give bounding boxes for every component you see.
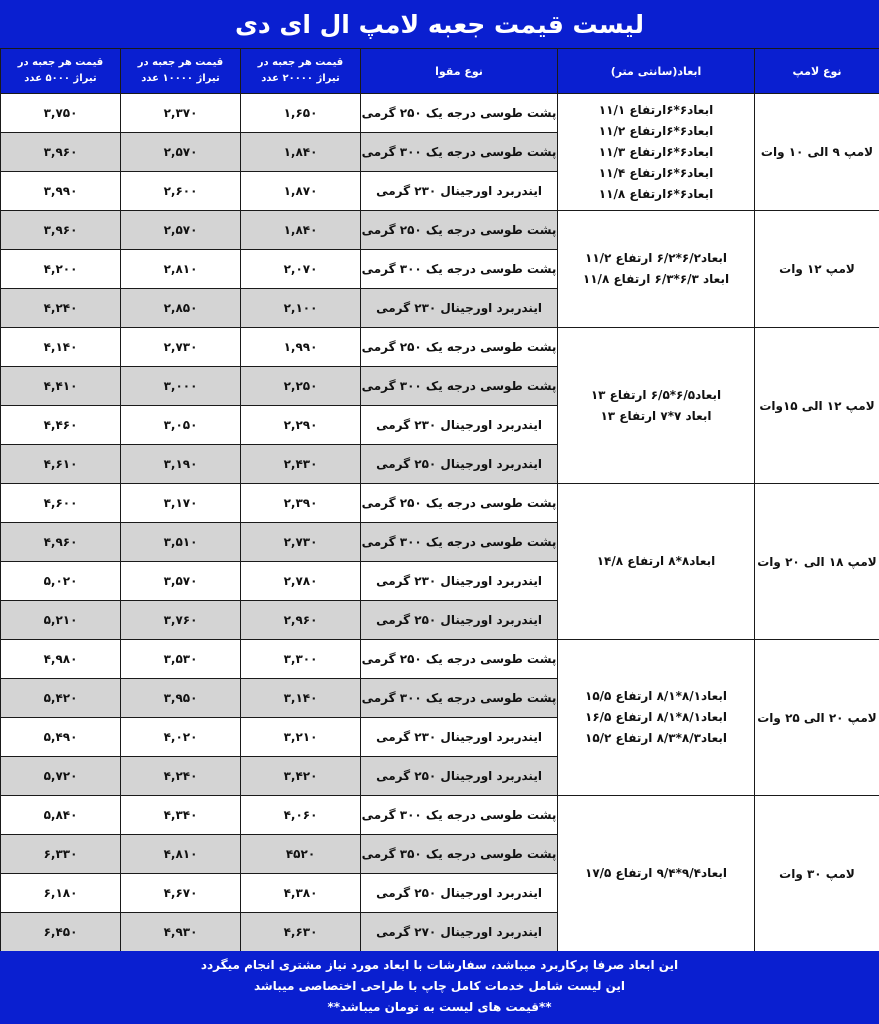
price-10000-cell: ۲,۵۷۰ (121, 211, 241, 250)
price-10000-cell: ۴,۶۷۰ (121, 874, 241, 913)
header-price-20000-line2: تیراژ ۲۰۰۰۰ عدد (261, 73, 340, 84)
header-price-10000-line1: قیمت هر جعبه در (137, 57, 224, 68)
footer-notes (0, 951, 879, 1024)
price-20000-cell: ۲,۲۹۰ (241, 406, 361, 445)
price-10000-cell: ۳,۱۹۰ (121, 445, 241, 484)
material-cell: پشت طوسی درجه یک ۳۰۰ گرمی (361, 133, 558, 172)
material-cell: پشت طوسی درجه یک ۲۵۰ گرمی (361, 484, 558, 523)
dimensions-cell (558, 94, 755, 211)
price-5000-cell: ۳,۷۵۰ (1, 94, 121, 133)
header-material: نوع مقوا (361, 49, 558, 94)
price-10000-cell: ۳,۵۱۰ (121, 523, 241, 562)
header-price-20000 (241, 49, 361, 94)
price-5000-cell: ۵,۴۲۰ (1, 679, 121, 718)
price-10000-cell: ۲,۶۰۰ (121, 172, 241, 211)
price-20000-cell: ۲,۳۹۰ (241, 484, 361, 523)
price-5000-cell: ۳,۹۶۰ (1, 133, 121, 172)
dimension-line: ابعاد۶*۶ارتفاع ۱۱/۴ (598, 165, 714, 180)
price-5000-cell: ۵,۴۹۰ (1, 718, 121, 757)
price-20000-cell: ۲,۲۵۰ (241, 367, 361, 406)
price-20000-cell: ۲,۰۷۰ (241, 250, 361, 289)
price-10000-cell: ۲,۷۳۰ (121, 328, 241, 367)
lamp-type-cell: لامپ ۱۸ الی ۲۰ وات (755, 484, 879, 640)
material-cell: ایندربرد اورجینال ۲۳۰ گرمی (361, 718, 558, 757)
material-cell: ایندربرد اورجینال ۲۵۰ گرمی (361, 601, 558, 640)
price-10000-cell: ۲,۸۱۰ (121, 250, 241, 289)
footer-note-1: این ابعاد صرفا پرکاربرد میباشد، سفارشات با ابعاد مورد نیاز مشتری انجام میگردد (200, 958, 679, 972)
price-10000-cell: ۳,۹۵۰ (121, 679, 241, 718)
price-5000-cell: ۴,۲۴۰ (1, 289, 121, 328)
material-cell: پشت طوسی درجه یک ۳۰۰ گرمی (361, 250, 558, 289)
price-5000-cell: ۴,۴۶۰ (1, 406, 121, 445)
material-cell: پشت طوسی درجه یک ۲۵۰ گرمی (361, 328, 558, 367)
material-cell: پشت طوسی درجه یک ۳۰۰ گرمی (361, 367, 558, 406)
dimension-line: ابعاد۸*۸ ارتفاع ۱۴/۸ (596, 554, 716, 568)
price-20000-cell: ۳,۱۴۰ (241, 679, 361, 718)
price-5000-cell: ۵,۸۴۰ (1, 796, 121, 835)
dimensions-cell (558, 328, 755, 484)
material-cell: پشت طوسی درجه یک ۲۵۰ گرمی (361, 640, 558, 679)
price-5000-cell: ۴,۹۸۰ (1, 640, 121, 679)
price-20000-cell: ۴۵۲۰ (241, 835, 361, 874)
price-10000-cell: ۴,۳۴۰ (121, 796, 241, 835)
dimension-line: ابعاد ۷*۷ ارتفاع ۱۳ (600, 408, 712, 423)
header-price-10000-line2: تیراژ ۱۰۰۰۰ عدد (141, 73, 220, 84)
dimension-line: ابعاد۸/۱*۸/۱ ارتفاع ۱۵/۵ (585, 689, 727, 703)
price-5000-cell: ۵,۷۲۰ (1, 757, 121, 796)
price-5000-cell: ۳,۹۶۰ (1, 211, 121, 250)
price-10000-cell: ۴,۲۴۰ (121, 757, 241, 796)
price-10000-cell: ۳,۰۰۰ (121, 367, 241, 406)
price-5000-cell: ۶,۳۳۰ (1, 835, 121, 874)
price-20000-cell: ۲,۹۶۰ (241, 601, 361, 640)
material-cell: ایندربرد اورجینال ۲۳۰ گرمی (361, 406, 558, 445)
material-cell: پشت طوسی درجه یک ۳۰۰ گرمی (361, 523, 558, 562)
table-row (1, 94, 879, 133)
header-price-5000-line2: تیراژ ۵۰۰۰ عدد (24, 73, 97, 84)
price-5000-cell: ۵,۰۲۰ (1, 562, 121, 601)
header-price-20000-line1: قیمت هر جعبه در (257, 57, 344, 68)
price-20000-cell: ۱,۹۹۰ (241, 328, 361, 367)
price-5000-cell: ۴,۶۱۰ (1, 445, 121, 484)
dimension-line: ابعاد۶*۶ارتفاع ۱۱/۲ (598, 123, 714, 138)
dimension-line: ابعاد۸/۱*۸/۱ ارتفاع ۱۶/۵ (585, 710, 727, 724)
price-10000-cell: ۳,۷۶۰ (121, 601, 241, 640)
table-row (1, 796, 879, 835)
dimensions-cell (558, 211, 755, 328)
material-cell: ایندربرد اورجینال ۲۵۰ گرمی (361, 445, 558, 484)
lamp-type-cell: لامپ ۱۲ الی ۱۵وات (755, 328, 879, 484)
dimension-line: ابعاد۸/۳*۸/۳ ارتفاع ۱۵/۲ (585, 731, 727, 745)
price-5000-cell: ۳,۹۹۰ (1, 172, 121, 211)
material-cell: ایندربرد اورجینال ۲۳۰ گرمی (361, 289, 558, 328)
header-dimensions: ابعاد(سانتی متر) (558, 49, 755, 94)
price-5000-cell: ۴,۹۶۰ (1, 523, 121, 562)
dimension-line: ابعاد۶*۶ارتفاع ۱۱/۳ (598, 144, 714, 159)
material-cell: ایندربرد اورجینال ۲۳۰ گرمی (361, 562, 558, 601)
dimension-line: ابعاد۶*۶ارتفاع ۱۱/۸ (598, 186, 714, 201)
lamp-type-cell: لامپ ۹ الی ۱۰ وات (755, 94, 879, 211)
material-cell: پشت طوسی درجه یک ۳۰۰ گرمی (361, 796, 558, 835)
dimension-line: ابعاد ۶/۳*۶/۳ ارتفاع ۱۱/۸ (582, 272, 730, 286)
price-5000-cell: ۶,۴۵۰ (1, 913, 121, 952)
table-body (1, 94, 879, 952)
price-20000-cell: ۱,۸۴۰ (241, 211, 361, 250)
price-20000-cell: ۲,۷۳۰ (241, 523, 361, 562)
table-row (1, 484, 879, 523)
price-table (0, 48, 879, 952)
price-20000-cell: ۱,۸۷۰ (241, 172, 361, 211)
header-price-5000-line1: قیمت هر جعبه در (17, 57, 104, 68)
price-20000-cell: ۴,۶۳۰ (241, 913, 361, 952)
price-10000-cell: ۲,۸۵۰ (121, 289, 241, 328)
dimensions-cell (558, 640, 755, 796)
price-10000-cell: ۲,۳۷۰ (121, 94, 241, 133)
dimension-line: ابعاد۶*۶ارتفاع ۱۱/۱ (598, 102, 714, 117)
price-20000-cell: ۴,۰۶۰ (241, 796, 361, 835)
material-cell: پشت طوسی درجه یک ۳۰۰ گرمی (361, 679, 558, 718)
price-10000-cell: ۳,۱۷۰ (121, 484, 241, 523)
material-cell: ایندربرد اورجینال ۲۵۰ گرمی (361, 757, 558, 796)
header-lamp-type: نوع لامپ (755, 49, 879, 94)
dimension-line: ابعاد۹/۴*۹/۴ ارتفاع ۱۷/۵ (585, 866, 727, 880)
dimensions-cell (558, 796, 755, 952)
material-cell: پشت طوسی درجه یک ۲۵۰ گرمی (361, 94, 558, 133)
price-5000-cell: ۴,۱۴۰ (1, 328, 121, 367)
table-row (1, 211, 879, 250)
price-5000-cell: ۴,۲۰۰ (1, 250, 121, 289)
price-20000-cell: ۳,۴۲۰ (241, 757, 361, 796)
lamp-type-cell: لامپ ۱۲ وات (755, 211, 879, 328)
price-10000-cell: ۳,۰۵۰ (121, 406, 241, 445)
material-cell: پشت طوسی درجه یک ۳۵۰ گرمی (361, 835, 558, 874)
header-row (1, 49, 879, 94)
table-row (1, 640, 879, 679)
price-20000-cell: ۴,۳۸۰ (241, 874, 361, 913)
material-cell: ایندربرد اورجینال ۲۵۰ گرمی (361, 874, 558, 913)
price-20000-cell: ۱,۸۴۰ (241, 133, 361, 172)
price-20000-cell: ۳,۲۱۰ (241, 718, 361, 757)
dimension-line: ابعاد۶/۲*۶/۲ ارتفاع ۱۱/۲ (585, 251, 727, 265)
price-10000-cell: ۳,۵۳۰ (121, 640, 241, 679)
price-10000-cell: ۲,۵۷۰ (121, 133, 241, 172)
price-5000-cell: ۴,۴۱۰ (1, 367, 121, 406)
lamp-type-cell: لامپ ۲۰ الی ۲۵ وات (755, 640, 879, 796)
material-cell: ایندربرد اورجینال ۲۷۰ گرمی (361, 913, 558, 952)
dimension-line: ابعاد۶/۵*۶/۵ ارتفاع ۱۳ (590, 387, 722, 402)
header-price-5000 (1, 49, 121, 94)
price-10000-cell: ۴,۰۲۰ (121, 718, 241, 757)
lamp-type-cell: لامپ ۳۰ وات (755, 796, 879, 952)
footer-note-3: **قیمت های لیست به تومان میباشد** (327, 1000, 552, 1014)
price-20000-cell: ۲,۴۳۰ (241, 445, 361, 484)
dimensions-cell (558, 484, 755, 640)
table-row (1, 328, 879, 367)
price-5000-cell: ۵,۲۱۰ (1, 601, 121, 640)
price-5000-cell: ۴,۶۰۰ (1, 484, 121, 523)
price-10000-cell: ۴,۸۱۰ (121, 835, 241, 874)
price-20000-cell: ۲,۱۰۰ (241, 289, 361, 328)
footer-note-2: این لیست شامل خدمات کامل چاپ با طراحی اختصاصی میباشد (253, 979, 626, 993)
price-20000-cell: ۱,۶۵۰ (241, 94, 361, 133)
header-price-10000 (121, 49, 241, 94)
price-10000-cell: ۳,۵۷۰ (121, 562, 241, 601)
price-20000-cell: ۲,۷۸۰ (241, 562, 361, 601)
material-cell: ایندربرد اورجینال ۲۳۰ گرمی (361, 172, 558, 211)
page-title: لیست قیمت جعبه لامپ ال ای دی (0, 0, 879, 48)
price-10000-cell: ۴,۹۳۰ (121, 913, 241, 952)
price-20000-cell: ۳,۳۰۰ (241, 640, 361, 679)
material-cell: پشت طوسی درجه یک ۲۵۰ گرمی (361, 211, 558, 250)
price-5000-cell: ۶,۱۸۰ (1, 874, 121, 913)
